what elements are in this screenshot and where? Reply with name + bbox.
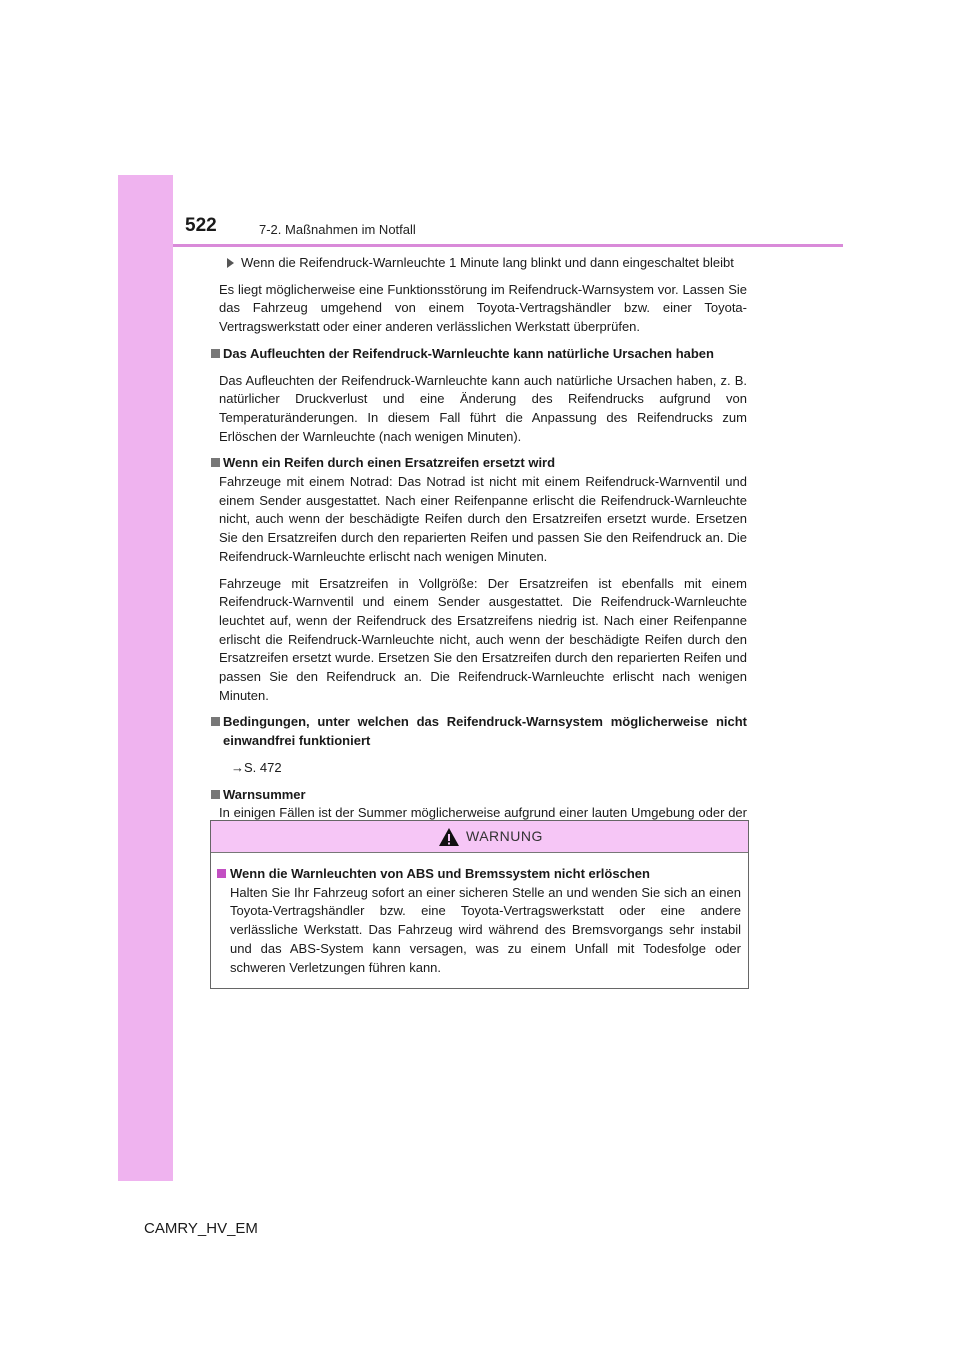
triangle-bullet-icon: [227, 258, 234, 268]
warning-heading-text: Wenn die Warnleuchten von ABS und Bremssystem nicht erlöschen: [230, 866, 650, 881]
section-heading: [211, 454, 747, 473]
section-heading-text: Bedingungen, unter welchen das Reifendruck-Warnsystem möglicherweise nicht einwandfrei funktioniert: [223, 714, 747, 749]
paragraph: Fahrzeuge mit einem Notrad: Das Notrad ist nicht mit einem Reifendruck-Warnventil und einem Sender ausgestattet. Nach einer Reifenpanne erlischt die Reifendruck-Warnleuchte nicht, auch wenn der beschädigte Reifen durch den Ersatzreifen ersetzt wurde. Ersetzen Sie den Ersatzreifen durch den reparierten Reifen und passen Sie den Reifendruck an. Die Reifendruck-Warnleuchte erlischt nach wenigen Minuten.: [219, 474, 747, 564]
section-title: 7-2. Maßnahmen im Notfall: [259, 222, 416, 237]
subsection-heading-text: Wenn die Reifendruck-Warnleuchte 1 Minute lang blinkt und dann eingeschaltet bleibt: [241, 255, 734, 270]
warning-header: [211, 821, 748, 853]
section-heading-text: Das Aufleuchten der Reifendruck-Warnleuchte kann natürliche Ursachen haben: [223, 345, 714, 361]
warning-body: [217, 865, 741, 977]
section-heading-text: Warnsummer: [223, 786, 306, 802]
section-heading: [211, 786, 747, 805]
square-bullet-icon: [211, 458, 220, 467]
paragraph: Das Aufleuchten der Reifendruck-Warnleuchte kann auch natürliche Ursachen haben, z. B. natürlicher Druckverlust und eine Änderung des Reifendrucks aufgrund von Temperaturänderungen. In diesem Fall führt die Anpassung des Reifendrucks zum Erlöschen der Warnleuchte (nach wenigen Minuten).: [219, 372, 747, 444]
warning-box: [210, 820, 749, 989]
paragraph: Fahrzeuge mit Ersatzreifen in Vollgröße: Der Ersatzreifen ist ebenfalls mit einem Reifendruck-Warnventil und einem Sender ausgestattet. Die Reifendruck-Warnleuchte leuchtet auf, wenn der Reifendruck des Ersatzreifens niedrig ist. Nach einer Reifenpanne erlischt die Reifendruck-Warnleuchte nicht, auch wenn der beschädigte Reifen durch den Ersatzreifen ersetzt wurde. Ersetzen Sie den Ersatzreifen durch den reparierten Reifen und passen Sie den Reifendruck an. Die Reifendruck-Warnleuchte erlischt nach wenigen Minuten.: [219, 575, 747, 703]
square-bullet-icon: [211, 717, 220, 726]
page-reference: →S. 472: [231, 759, 282, 775]
warning-title: WARNUNG: [466, 828, 543, 844]
main-content: [211, 254, 747, 842]
header-divider: [173, 244, 843, 247]
footer-code: CAMRY_HV_EM: [144, 1220, 258, 1237]
subsection-heading: [211, 254, 747, 273]
section-heading: [211, 345, 747, 364]
page-number: 522: [185, 215, 217, 236]
warning-triangle-icon: [438, 827, 460, 847]
paragraph: In einigen Fällen ist der Summer möglicherweise aufgrund einer lauten Umgebung oder der: [219, 805, 747, 821]
section-heading-text: Wenn ein Reifen durch einen Ersatzreifen ersetzt wird: [223, 455, 556, 471]
section-heading: [211, 713, 747, 750]
chapter-sidebar-tab: [118, 175, 173, 1181]
paragraph: Es liegt möglicherweise eine Funktionsstörung im Reifendruck-Warnsystem vor. Lassen Sie das Fahrzeug umgehend von einem Toyota-Vertragshändler bzw. einer Toyota-Vertragswerkstatt oder einer anderen verlässlichen Werkstatt überprüfen.: [219, 281, 747, 335]
warning-heading: [217, 865, 741, 884]
square-bullet-icon: [211, 790, 220, 799]
warning-text: Halten Sie Ihr Fahrzeug sofort an einer sicheren Stelle an und wenden Sie sich an einen Toyota-Vertragshändler bzw. eine Toyota-Vertragswerkstatt oder eine andere verlässliche Werkstatt. Das Fahrzeug wird während des Bremsvorgangs sehr instabil und das ABS-System kann versagen, was zu einem Unfall mit Todesfolge oder schweren Verletzungen führen kann.: [230, 884, 741, 975]
square-bullet-icon: [211, 349, 220, 358]
square-bullet-icon: [217, 869, 226, 878]
